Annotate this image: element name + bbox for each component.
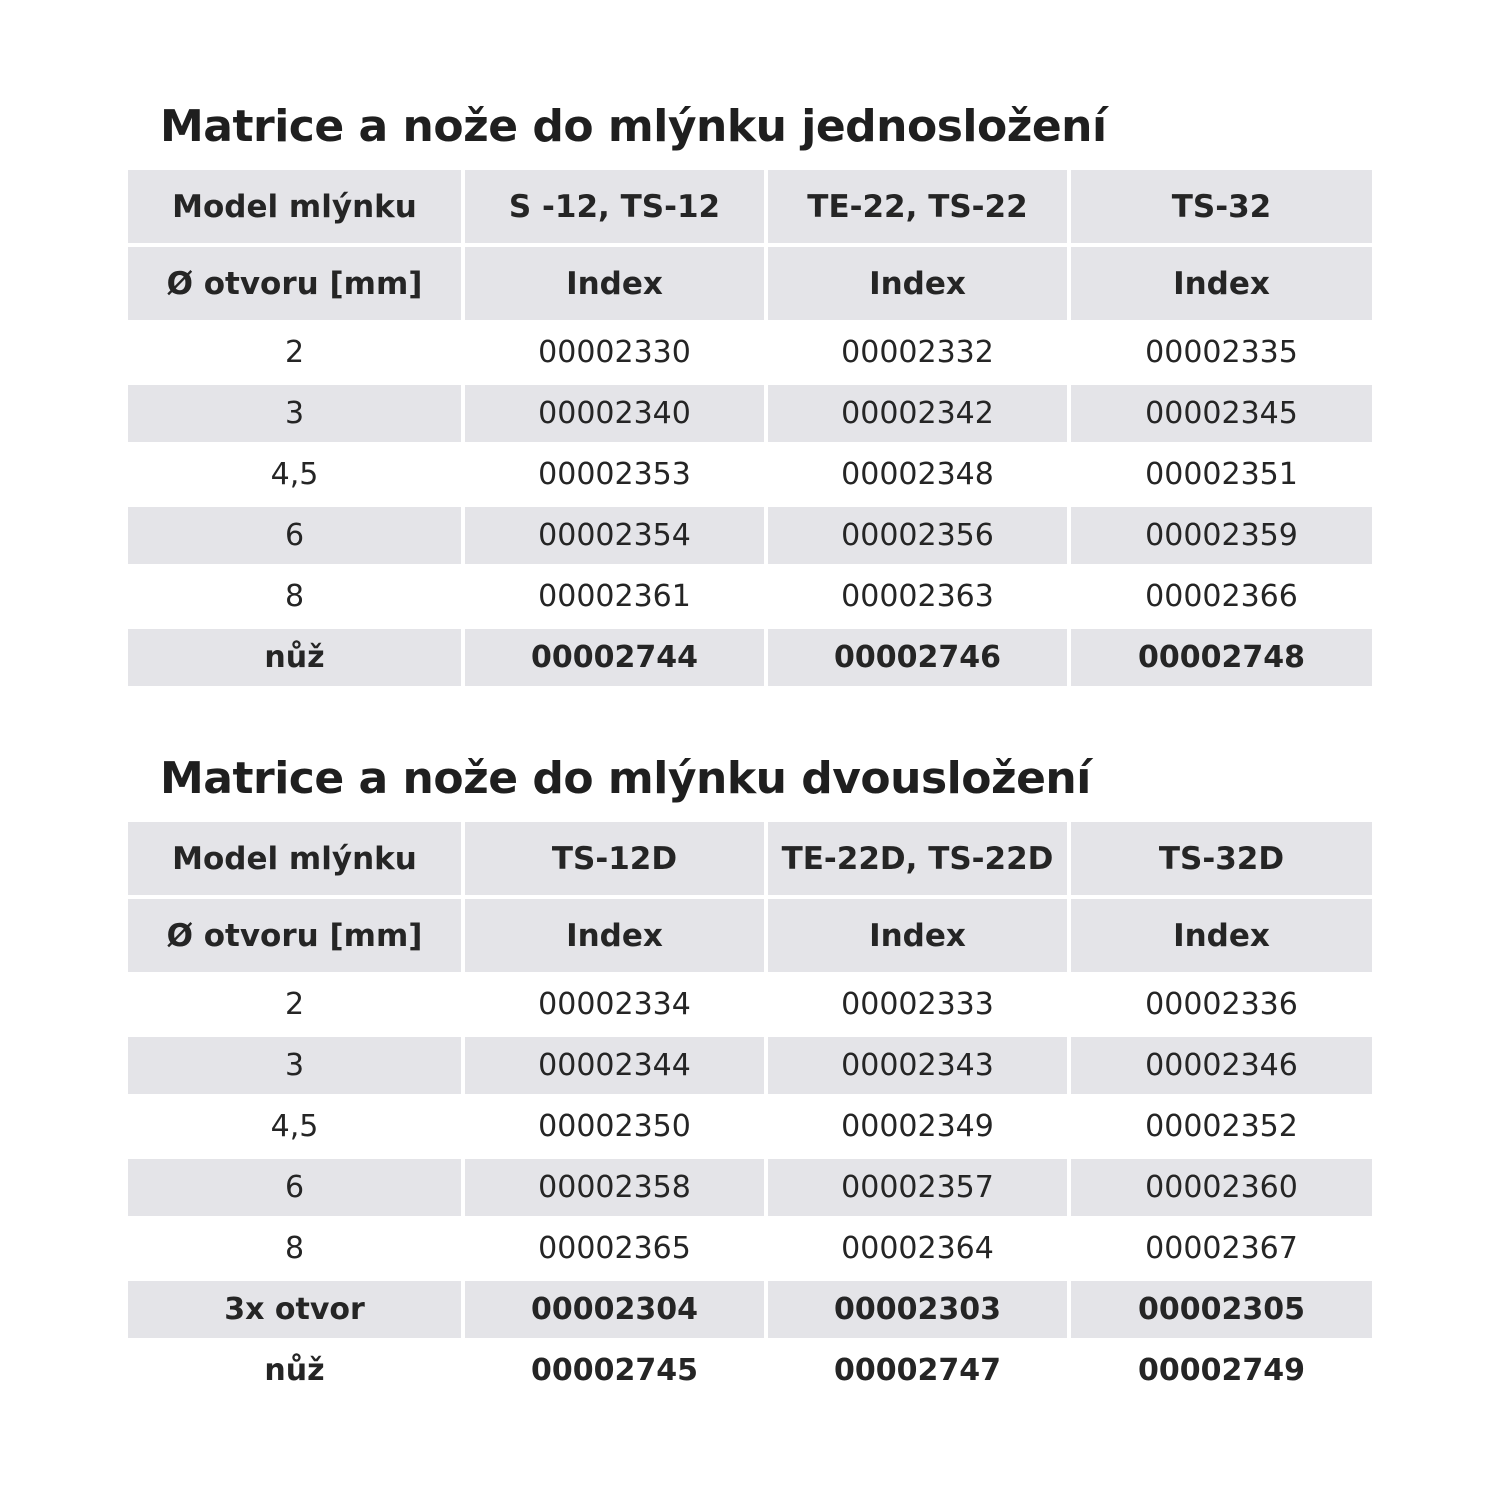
model-1-cell: 00002745 bbox=[463, 1340, 766, 1401]
header-model-1-cell: Index bbox=[463, 897, 766, 974]
model-3-cell: 00002748 bbox=[1069, 627, 1372, 688]
header-model-2-cell: TE-22, TS-22 bbox=[766, 170, 1069, 245]
model-1-cell: 00002361 bbox=[463, 566, 766, 627]
model-1-cell: 00002353 bbox=[463, 444, 766, 505]
header-model-3-cell: TS-32 bbox=[1069, 170, 1372, 245]
model-2-cell: 00002333 bbox=[766, 974, 1069, 1035]
header-model-1-cell: S -12, TS-12 bbox=[463, 170, 766, 245]
model-2-cell: 00002303 bbox=[766, 1279, 1069, 1340]
table-row bbox=[128, 1340, 1372, 1401]
table-row bbox=[128, 974, 1372, 1035]
model-3-cell: 00002336 bbox=[1069, 974, 1372, 1035]
label-cell: 2 bbox=[128, 974, 463, 1035]
model-2-cell: 00002342 bbox=[766, 383, 1069, 444]
model-1-cell: 00002330 bbox=[463, 322, 766, 383]
model-2-cell: 00002356 bbox=[766, 505, 1069, 566]
label-cell: 3x otvor bbox=[128, 1279, 463, 1340]
label-cell: 6 bbox=[128, 1157, 463, 1218]
label-cell: 2 bbox=[128, 322, 463, 383]
table-row bbox=[128, 505, 1372, 566]
parts-table-double bbox=[128, 822, 1372, 1403]
table-row bbox=[128, 1096, 1372, 1157]
model-3-cell: 00002335 bbox=[1069, 322, 1372, 383]
model-2-cell: 00002747 bbox=[766, 1340, 1069, 1401]
header-model-3-cell: Index bbox=[1069, 897, 1372, 974]
model-3-cell: 00002367 bbox=[1069, 1218, 1372, 1279]
header-model-3-cell: TS-32D bbox=[1069, 822, 1372, 897]
model-3-cell: 00002749 bbox=[1069, 1340, 1372, 1401]
label-cell: 4,5 bbox=[128, 444, 463, 505]
model-1-cell: 00002340 bbox=[463, 383, 766, 444]
model-2-cell: 00002357 bbox=[766, 1157, 1069, 1218]
model-3-cell: 00002345 bbox=[1069, 383, 1372, 444]
header-model-2-cell: Index bbox=[766, 245, 1069, 322]
label-cell: nůž bbox=[128, 627, 463, 688]
header-row-model bbox=[128, 170, 1372, 245]
model-1-cell: 00002354 bbox=[463, 505, 766, 566]
model-2-cell: 00002349 bbox=[766, 1096, 1069, 1157]
model-2-cell: 00002746 bbox=[766, 627, 1069, 688]
table-row bbox=[128, 1035, 1372, 1096]
model-1-cell: 00002365 bbox=[463, 1218, 766, 1279]
header-row-model bbox=[128, 822, 1372, 897]
header-model-3-cell: Index bbox=[1069, 245, 1372, 322]
label-cell: 3 bbox=[128, 383, 463, 444]
model-1-cell: 00002304 bbox=[463, 1279, 766, 1340]
header-label-cell: Ø otvoru [mm] bbox=[128, 245, 463, 322]
table-row bbox=[128, 383, 1372, 444]
model-1-cell: 00002334 bbox=[463, 974, 766, 1035]
header-model-2-cell: TE-22D, TS-22D bbox=[766, 822, 1069, 897]
label-cell: 6 bbox=[128, 505, 463, 566]
model-2-cell: 00002332 bbox=[766, 322, 1069, 383]
header-label-cell: Ø otvoru [mm] bbox=[128, 897, 463, 974]
model-3-cell: 00002352 bbox=[1069, 1096, 1372, 1157]
table-row bbox=[128, 1157, 1372, 1218]
table-row bbox=[128, 566, 1372, 627]
label-cell: 8 bbox=[128, 1218, 463, 1279]
table-row bbox=[128, 444, 1372, 505]
model-3-cell: 00002360 bbox=[1069, 1157, 1372, 1218]
table-row bbox=[128, 1279, 1372, 1340]
model-1-cell: 00002344 bbox=[463, 1035, 766, 1096]
model-1-cell: 00002350 bbox=[463, 1096, 766, 1157]
model-2-cell: 00002364 bbox=[766, 1218, 1069, 1279]
table-row bbox=[128, 322, 1372, 383]
model-2-cell: 00002363 bbox=[766, 566, 1069, 627]
header-model-1-cell: TS-12D bbox=[463, 822, 766, 897]
label-cell: 4,5 bbox=[128, 1096, 463, 1157]
header-model-2-cell: Index bbox=[766, 897, 1069, 974]
header-label-cell: Model mlýnku bbox=[128, 170, 463, 245]
model-1-cell: 00002358 bbox=[463, 1157, 766, 1218]
header-row-index bbox=[128, 245, 1372, 322]
label-cell: nůž bbox=[128, 1340, 463, 1401]
table-title-double: Matrice a nože do mlýnku dvousložení bbox=[160, 753, 1091, 804]
parts-table-single bbox=[128, 170, 1372, 690]
model-3-cell: 00002346 bbox=[1069, 1035, 1372, 1096]
header-row-index bbox=[128, 897, 1372, 974]
model-3-cell: 00002359 bbox=[1069, 505, 1372, 566]
model-3-cell: 00002305 bbox=[1069, 1279, 1372, 1340]
model-3-cell: 00002351 bbox=[1069, 444, 1372, 505]
label-cell: 8 bbox=[128, 566, 463, 627]
model-3-cell: 00002366 bbox=[1069, 566, 1372, 627]
table-row bbox=[128, 1218, 1372, 1279]
model-2-cell: 00002343 bbox=[766, 1035, 1069, 1096]
table-row bbox=[128, 627, 1372, 688]
header-label-cell: Model mlýnku bbox=[128, 822, 463, 897]
model-2-cell: 00002348 bbox=[766, 444, 1069, 505]
header-model-1-cell: Index bbox=[463, 245, 766, 322]
label-cell: 3 bbox=[128, 1035, 463, 1096]
model-1-cell: 00002744 bbox=[463, 627, 766, 688]
table-title-single: Matrice a nože do mlýnku jednosložení bbox=[160, 101, 1107, 152]
